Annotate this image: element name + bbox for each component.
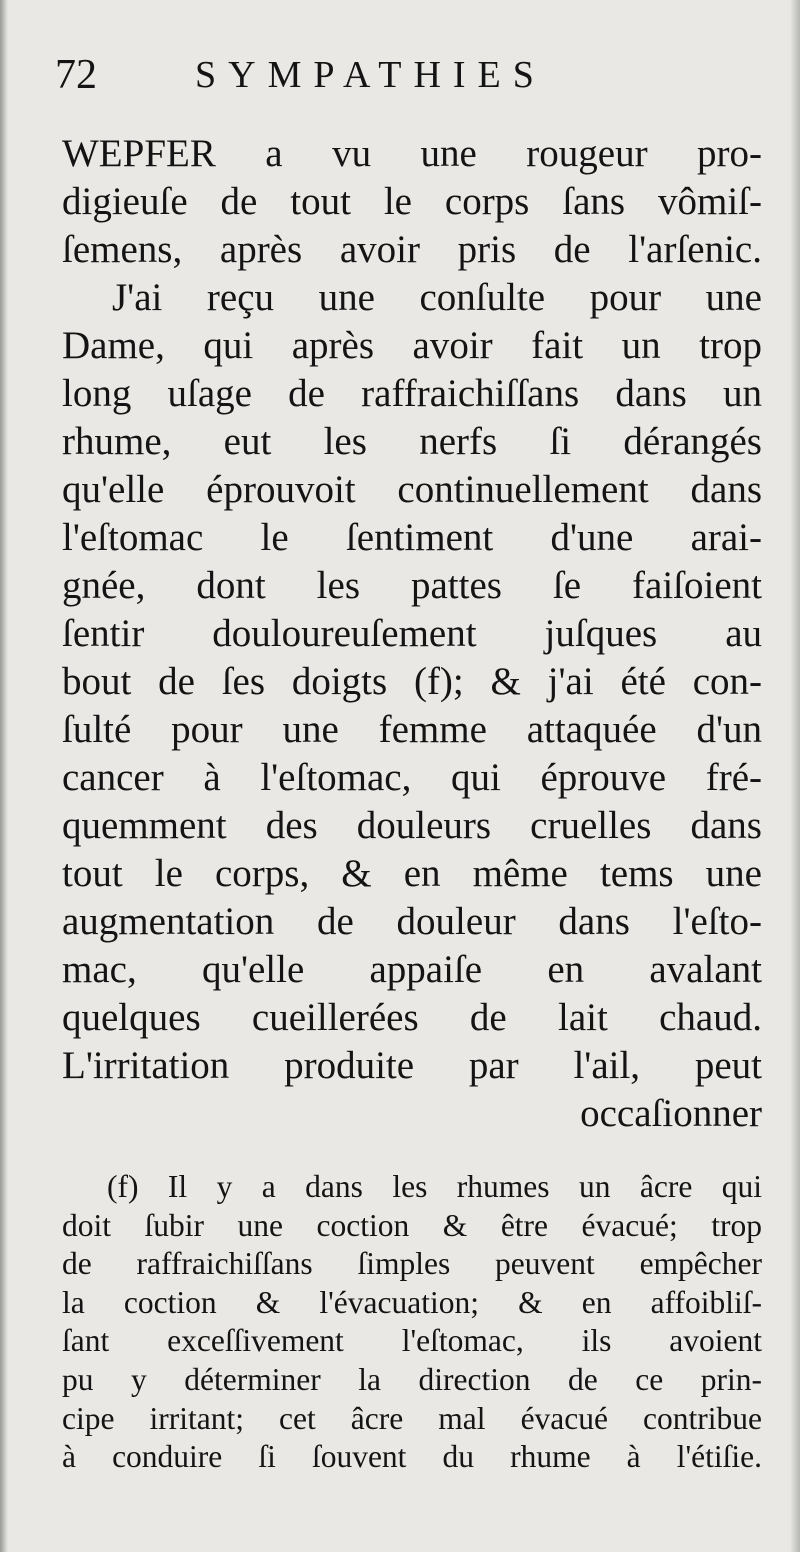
page-number: 72 [55,52,97,98]
body-line: J'ai reçu une conſulte pour une [112,276,762,319]
footnote-line: doit ſubir une coction & être évacué; trop [62,1207,762,1243]
body-line: tout le corps, & en même tems une [62,852,762,895]
body-line: bout de ſes doigts (f); & j'ai été con- [62,660,762,703]
body-line: rhume, eut les nerfs ſi dérangés [62,420,762,463]
footnote-line: à conduire ſi ſouvent du rhume à l'étiſie. [62,1439,762,1475]
body-line: Dame, qui après avoir fait un trop [62,324,762,367]
body-text [62,130,762,1138]
page-header [55,45,755,105]
footnote-line: de raffraichiſſans ſimples peuvent empêcher [62,1246,762,1282]
body-line: cancer à l'eſtomac, qui éprouve fré- [62,756,762,799]
body-line: digieuſe de tout le corps ſans vômiſ- [62,180,762,223]
body-line: augmentation de douleur dans l'eſto- [62,900,762,943]
footnote-line: pu y déterminer la direction de ce prin- [62,1361,762,1397]
footnote-line: la coction & l'évacuation; & en affoibliſ- [62,1284,762,1320]
footnote-line: ſant exceſſivement l'eſtomac, ils avoient [62,1323,762,1359]
running-head: SYMPATHIES [195,54,546,96]
body-line: quemment des douleurs cruelles dans [62,804,762,847]
body-line: gnée, dont les pattes ſe faiſoient [62,564,762,607]
body-line: qu'elle éprouvoit continuellement dans [62,468,762,511]
footnote-line: (f) Il y a dans les rhumes un âcre qui [107,1169,762,1204]
body-line: mac, qu'elle appaiſe en avalant [62,948,762,991]
catchword: occaſionner [580,1092,762,1135]
body-line: quelques cueillerées de lait chaud. [62,996,762,1039]
body-line: ſemens, après avoir pris de l'arſenic. [62,228,762,271]
footnote-line: cipe irritant; cet âcre mal évacué contribue [62,1400,762,1436]
body-line: l'eſtomac le ſentiment d'une arai- [62,516,762,559]
body-line: WEPFER a vu une rougeur pro- [62,132,762,175]
body-line: long uſage de raffraichiſſans dans un [62,372,762,415]
body-line: L'irritation produite par l'ail, peut [62,1044,762,1087]
footnote [62,1168,762,1477]
body-line: ſentir douloureuſement juſques au [62,612,762,655]
body-line: ſulté pour une femme attaquée d'un [62,708,762,751]
